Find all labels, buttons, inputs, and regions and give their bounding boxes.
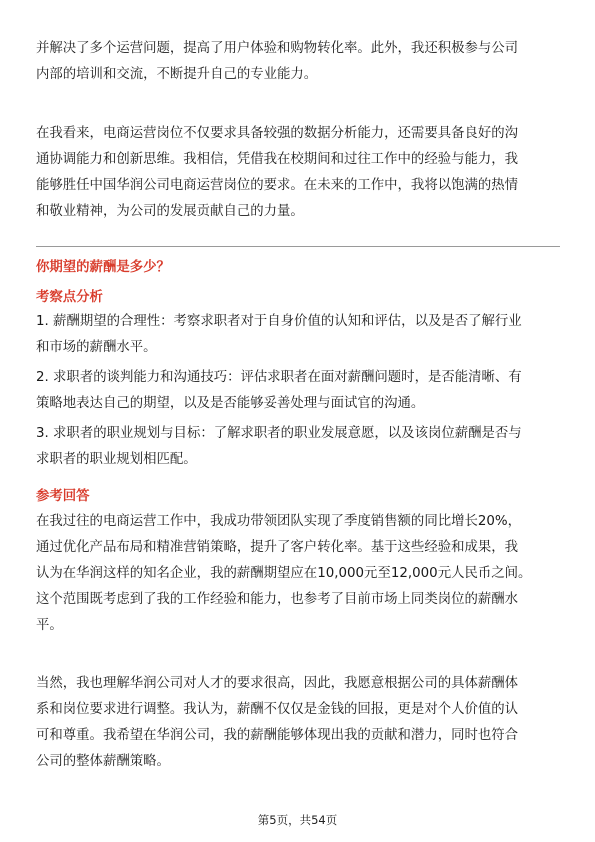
text-line: 求职者的职业规划相匹配。 xyxy=(36,452,197,467)
analysis-heading: 考察点分析 xyxy=(36,290,103,305)
text-line: 认为在华润这样的知名企业，我的薪酬期望应在10,000元至12,000元人民币之间。 xyxy=(36,566,532,581)
text-line: 在我看来，电商运营岗位不仅要求具备较强的数据分析能力，还需要具备良好的沟 xyxy=(36,126,519,141)
text-line: 这个范围既考虑到了我的工作经验和能力，也参考了目前市场上同类岗位的薪酬水 xyxy=(36,592,519,607)
analysis-item-2 xyxy=(36,365,562,417)
text-line: 公司的整体薪酬策略。 xyxy=(36,754,170,769)
text-line: 2. 求职者的谈判能力和沟通技巧：评估求职者在面对薪酬问题时，是否能清晰、有 xyxy=(36,370,522,385)
answer-paragraph-1 xyxy=(36,509,562,639)
text-line: 和敬业精神，为公司的发展贡献自己的力量。 xyxy=(36,204,304,219)
page-indicator: 第5页，共54页 xyxy=(257,813,338,827)
intro-paragraph-2 xyxy=(36,121,562,225)
analysis-item-3 xyxy=(36,421,562,473)
text-line: 能够胜任中国华润公司电商运营岗位的要求。在未来的工作中，我将以饱满的热情 xyxy=(36,178,519,193)
text-line: 当然，我也理解华润公司对人才的要求很高，因此，我愿意根据公司的具体薪酬体 xyxy=(36,676,519,691)
text-line: 策略地表达自己的期望，以及是否能够妥善处理与面试官的沟通。 xyxy=(36,396,425,411)
text-line: 系和岗位要求进行调整。我认为，薪酬不仅仅是金钱的回报，更是对个人价值的认 xyxy=(36,702,519,717)
analysis-item-1 xyxy=(36,309,562,361)
answer-paragraph-2 xyxy=(36,671,562,775)
text-line: 和市场的薪酬水平。 xyxy=(36,340,157,355)
intro-paragraph-continued xyxy=(36,36,562,88)
text-line: 1. 薪酬期望的合理性：考察求职者对于自身价值的认知和评估，以及是否了解行业 xyxy=(36,314,522,329)
text-line: 通过优化产品布局和精准营销策略，提升了客户转化率。基于这些经验和成果，我 xyxy=(36,540,519,555)
section-divider xyxy=(36,246,560,247)
text-line: 并解决了多个运营问题，提高了用户体验和购物转化率。此外，我还积极参与公司 xyxy=(36,41,519,56)
text-line: 通协调能力和创新思维。我相信，凭借我在校期间和过往工作中的经验与能力，我 xyxy=(36,152,519,167)
text-line: 平。 xyxy=(36,618,63,633)
text-line: 在我过往的电商运营工作中，我成功带领团队实现了季度销售额的同比增长20%， xyxy=(36,514,522,529)
text-line: 可和尊重。我希望在华润公司，我的薪酬能够体现出我的贡献和潜力，同时也符合 xyxy=(36,728,519,743)
text-line: 3. 求职者的职业规划与目标：了解求职者的职业发展意愿，以及该岗位薪酬是否与 xyxy=(36,426,522,441)
question-title: 你期望的薪酬是多少？ xyxy=(36,260,170,275)
text-line: 内部的培训和交流，不断提升自己的专业能力。 xyxy=(36,67,318,82)
answer-heading: 参考回答 xyxy=(36,489,90,504)
